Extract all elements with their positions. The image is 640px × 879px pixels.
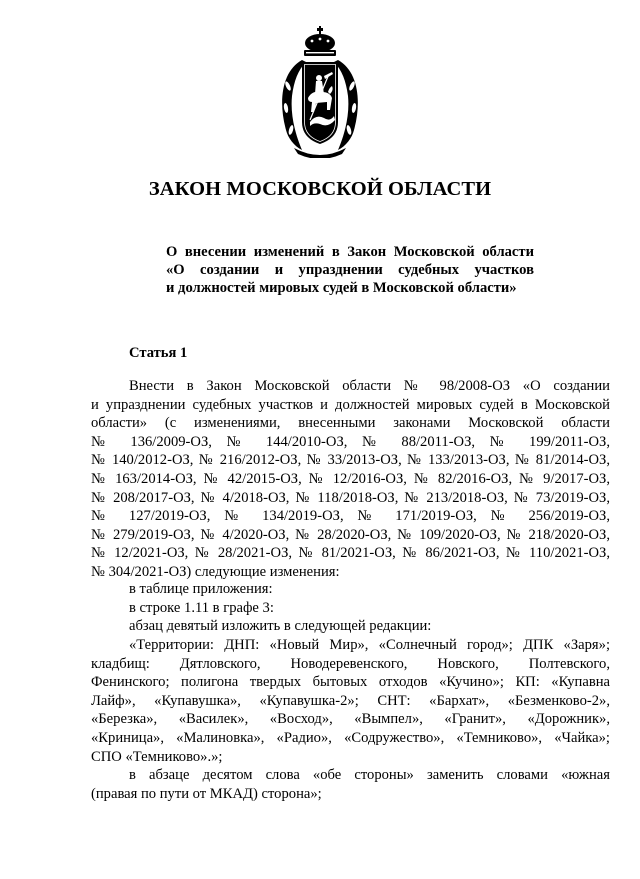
- paragraph-line: № 279/2019-ОЗ, № 4/2020-ОЗ, № 28/2020-ОЗ, № 109/2020-ОЗ, № 218/2020-ОЗ,: [91, 526, 610, 543]
- paragraph-line: № 304/2021-ОЗ) следующие изменения:: [91, 563, 340, 580]
- document-subtitle: [166, 243, 534, 297]
- subtitle-line: О внесении изменений в Закон Московской области: [166, 244, 534, 260]
- paragraph-line: № 127/2019-ОЗ, № 134/2019-ОЗ, № 171/2019-ОЗ, № 256/2019-ОЗ,: [91, 508, 610, 525]
- amendment-list: [91, 580, 610, 636]
- paragraph-line: Внести в Закон Московской области № 98/2008-ОЗ «О создании: [129, 378, 610, 394]
- article-heading: Статья 1: [129, 345, 188, 361]
- amendment-line: в таблице приложения:: [129, 581, 273, 597]
- amendment-line: абзац девятый изложить в следующей редакции:: [129, 618, 432, 635]
- quote-line: Фенинского; полигона твердых бытовых отходов «Кучино»; КП: «Купавна: [91, 674, 610, 691]
- quote-line: «Криница», «Малиновка», «Радио», «Содружество», «Темниково», «Чайка»;: [91, 729, 610, 746]
- paragraph-line: № 140/2012-ОЗ, № 216/2012-ОЗ, № 33/2013-ОЗ, № 133/2013-ОЗ, № 81/2014-ОЗ,: [91, 452, 610, 469]
- quote-line: «Березка», «Василек», «Восход», «Вымпел», «Гранит», «Дорожник»,: [91, 711, 610, 728]
- final-line: (правая по пути от МКАД) сторона»;: [91, 785, 322, 802]
- final-line: в абзаце десятом слова «обе стороны» заменить словами «южная: [129, 767, 610, 783]
- document-title: ЗАКОН МОСКОВСКОЙ ОБЛАСТИ: [148, 178, 492, 200]
- amendment-line: в строке 1.11 в графе 3:: [129, 599, 274, 616]
- quoted-text: [91, 636, 610, 766]
- paragraph-line: № 208/2017-ОЗ, № 4/2018-ОЗ, № 118/2018-ОЗ, № 213/2018-ОЗ, № 73/2019-ОЗ,: [91, 489, 610, 506]
- subtitle-line: «О создании и упразднении судебных участков: [166, 262, 534, 278]
- article-paragraph: [91, 377, 610, 582]
- coat-of-arms-icon: [272, 26, 368, 158]
- subtitle-line: и должностей мировых судей в Московской области»: [166, 280, 517, 296]
- paragraph-line: и упразднении судебных участков и должностей мировых судей в Московской: [91, 396, 610, 413]
- quote-line: Лайф», «Купавушка», «Купавушка-2»; СНТ: «Бархат», «Безменково-2»,: [91, 692, 610, 709]
- quote-line: «Территории: ДНП: «Новый Мир», «Солнечный город»; ДПК «Заря»;: [129, 637, 610, 653]
- paragraph-line: области» (с изменениями, внесенными законами Московской области: [91, 415, 610, 432]
- final-amendment: [91, 766, 610, 803]
- quote-line: кладбищ: Дятловского, Новодеревенского, Новского, Полтевского,: [91, 655, 610, 672]
- paragraph-line: № 12/2021-ОЗ, № 28/2021-ОЗ, № 81/2021-ОЗ, № 86/2021-ОЗ, № 110/2021-ОЗ,: [91, 545, 610, 562]
- paragraph-line: № 136/2009-ОЗ, № 144/2010-ОЗ, № 88/2011-ОЗ, № 199/2011-ОЗ,: [91, 433, 610, 450]
- quote-line: СПО «Темниково».»;: [91, 748, 223, 765]
- paragraph-line: № 163/2014-ОЗ, № 42/2015-ОЗ, № 12/2016-ОЗ, № 82/2016-ОЗ, № 9/2017-ОЗ,: [91, 470, 610, 487]
